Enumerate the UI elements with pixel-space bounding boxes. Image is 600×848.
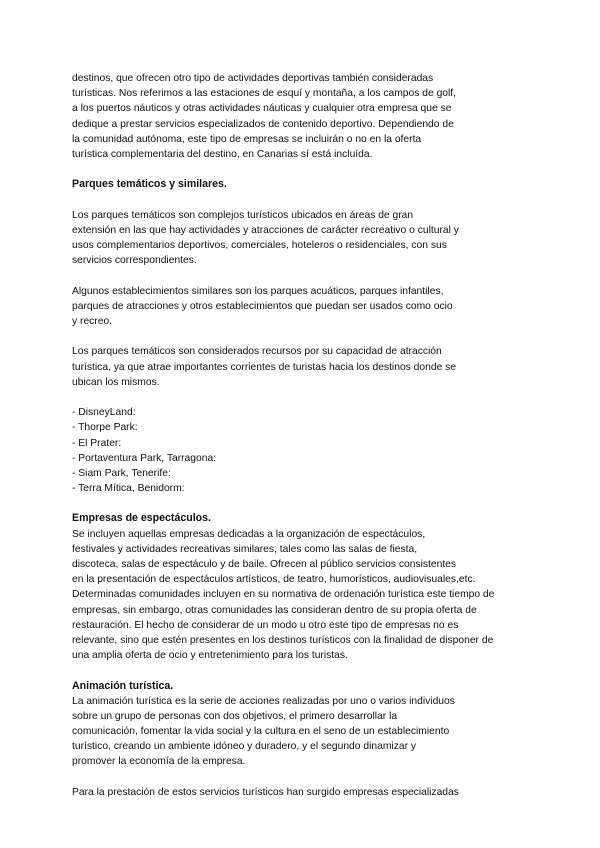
text-line: ubican los mismos. bbox=[72, 376, 160, 388]
text-line: extensión en las que hay actividades y atracciones de carácter recreativo o cultural y bbox=[72, 224, 459, 236]
animacion-paragraph-2 bbox=[72, 785, 532, 800]
text-line: usos complementarios deportivos, comerciales, hoteleros o residenciales, con sus bbox=[72, 240, 447, 252]
parques-paragraph-3 bbox=[72, 344, 532, 390]
section-heading-parques: Parques temáticos y similares. bbox=[72, 178, 227, 191]
text-line: relevante, sino que estén presentes en los destinos turísticos con la finalidad de disponer de bbox=[72, 634, 494, 646]
list-item: - DisneyLand: bbox=[72, 407, 136, 419]
text-line: festivales y actividades recreativas similares, tales como las salas de fiesta, bbox=[72, 543, 418, 555]
text-line: y recreo. bbox=[72, 316, 113, 327]
text-line: Los parques temáticos son considerados recursos por su capacidad de atracción bbox=[72, 346, 442, 358]
text-line: una amplia oferta de ocio y entretenimiento para los turistas. bbox=[72, 650, 348, 662]
text-line: turística complementaria del destino, en Canarias sí está incluída. bbox=[72, 148, 373, 160]
text-line: dedique a prestar servicios especializados de contenido deportivo. Dependiendo de bbox=[72, 118, 454, 130]
text-line: Determinadas comunidades incluyen en su normativa de ordenación turística este tiempo de bbox=[72, 589, 495, 601]
espectaculos-paragraph bbox=[72, 527, 532, 664]
text-line: Se incluyen aquellas empresas dedicadas a la organización de espectáculos, bbox=[72, 528, 426, 540]
text-line: discoteca, salas de espectáculo y de baile. Ofrecen al público servicios consistentes bbox=[72, 559, 457, 570]
text-line: Los parques temáticos son complejos turísticos ubicados en áreas de gran bbox=[72, 209, 414, 221]
text-line: La animación turística es la serie de acciones realizadas por uno o varios individuos bbox=[72, 695, 455, 707]
text-line: Para la prestación de estos servicios turísticos han surgido empresas especializadas bbox=[72, 786, 459, 798]
animacion-paragraph-1 bbox=[72, 694, 532, 770]
text-line: parques de atracciones y otros establecimientos que puedan ser usados como ocio bbox=[72, 300, 453, 312]
text-line: servicios correspondientes. bbox=[72, 255, 197, 267]
parques-paragraph-1 bbox=[72, 208, 532, 269]
list-item: - El Prater: bbox=[72, 437, 122, 449]
section-heading-animacion: Animación turística. bbox=[72, 679, 174, 692]
text-line: comunicación, fomentar la vida social y la cultura en el seno de un establecimiento bbox=[72, 726, 450, 738]
text-line: turístico, creando un ambiente idóneo y duradero, y el segundo dinamizar y bbox=[72, 741, 417, 753]
text-line: la comunidad autónoma, este tipo de empresas se incluirán o no en la oferta bbox=[72, 133, 422, 145]
text-line: destinos, que ofrecen otro tipo de actividades deportivas también consideradas bbox=[72, 73, 434, 84]
text-line: promover la economía de la empresa. bbox=[72, 756, 246, 768]
document-body bbox=[72, 71, 532, 800]
text-line: Algunos establecimientos similares son los parques acuáticos, parques infantiles, bbox=[72, 285, 444, 297]
parques-list bbox=[72, 405, 532, 496]
list-item: - Siam Park, Tenerife: bbox=[72, 467, 171, 479]
text-line: empresas, sin embargo, otras comunidades las consideran dentro de su propia oferta de bbox=[72, 604, 477, 616]
section-heading-espectaculos: Empresas de espectáculos. bbox=[72, 512, 211, 525]
parques-paragraph-2 bbox=[72, 284, 532, 330]
text-line: turística, ya que atrae importantes corrientes de turistas hacia los destinos donde se bbox=[72, 361, 457, 373]
list-item: - Terra Mítica, Benidorm: bbox=[72, 483, 185, 495]
list-item: - Thorpe Park: bbox=[72, 422, 138, 434]
text-line: turísticas. Nos referimos a las estaciones de esquí y montaña, a los campos de golf, bbox=[72, 88, 457, 100]
text-line: a los puertos náuticos y otras actividades náuticas y cualquier otra empresa que se bbox=[72, 103, 452, 115]
text-line: restauración. El hecho de considerar de un modo u otro este tipo de empresas no es bbox=[72, 619, 459, 631]
text-line: sobre un grupo de personas con dos objetivos, el primero desarrollar la bbox=[72, 710, 398, 722]
list-item: - Portaventura Park, Tarragona: bbox=[72, 452, 217, 464]
intro-paragraph bbox=[72, 71, 532, 162]
text-line: en la presentación de espectáculos artísticos, de teatro, humorísticos, audiovisuales,etc. bbox=[72, 574, 476, 586]
